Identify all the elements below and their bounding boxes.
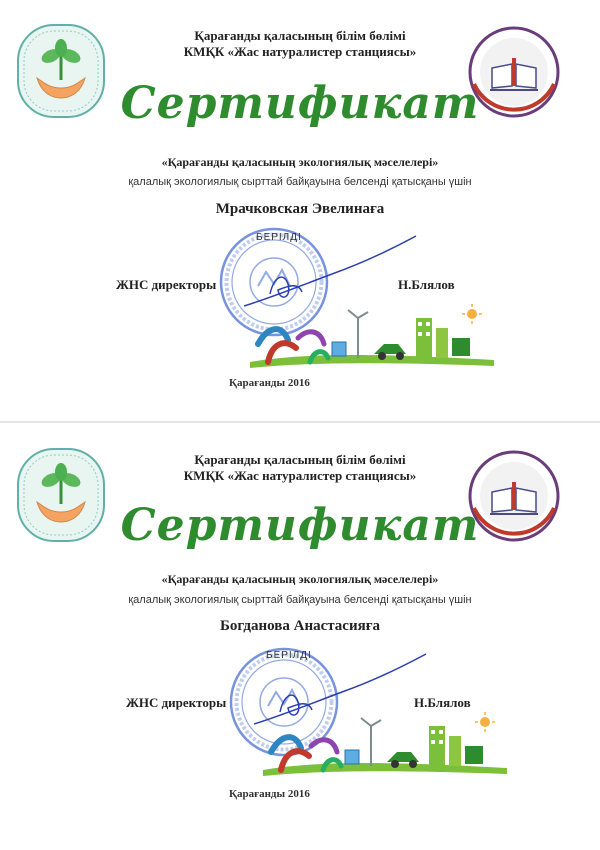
header-line-1: Қарағанды қаласының білім бөлімі [194, 452, 406, 467]
contest-name: «Қарағанды қаласының экологиялық мәселелері» [161, 155, 439, 169]
recipient-name: Мрачковская Эвелинаға [215, 201, 385, 217]
given-label: БЕРІЛДІ [256, 232, 302, 243]
certificate-2 [0, 424, 600, 844]
certificate-divider [0, 421, 600, 423]
contest-name: «Қарағанды қаласының экологиялық мәселелері» [161, 572, 439, 586]
eco-landscape-illustration [248, 304, 498, 370]
eco-landscape-illustration [256, 712, 516, 778]
city-year: Қарағанды 2016 [229, 377, 310, 389]
participation-description: қалалық экологиялық сырттай байқауына белсенді қатысқаны үшін [128, 176, 472, 188]
certificate-1 [0, 0, 600, 420]
certificate-title: Сертификат [120, 78, 480, 129]
participation-description: қалалық экологиялық сырттай байқауына белсенді қатысқаны үшін [128, 594, 472, 606]
certificate-title: Сертификат [120, 500, 480, 551]
signer-name: Н.Блялов [414, 695, 471, 710]
header-line-1: Қарағанды қаласының білім бөлімі [194, 28, 406, 43]
city-year: Қарағанды 2016 [229, 788, 310, 800]
director-label: ЖНС директоры [126, 695, 227, 710]
header-line-2: КМҚК «Жас натуралистер станциясы» [183, 44, 417, 59]
header-line-2: КМҚК «Жас натуралистер станциясы» [183, 468, 417, 483]
given-label: БЕРІЛДІ [266, 650, 312, 661]
signer-name: Н.Блялов [398, 277, 455, 292]
recipient-name: Богданова Анастасияға [219, 618, 381, 634]
director-label: ЖНС директоры [116, 277, 217, 292]
